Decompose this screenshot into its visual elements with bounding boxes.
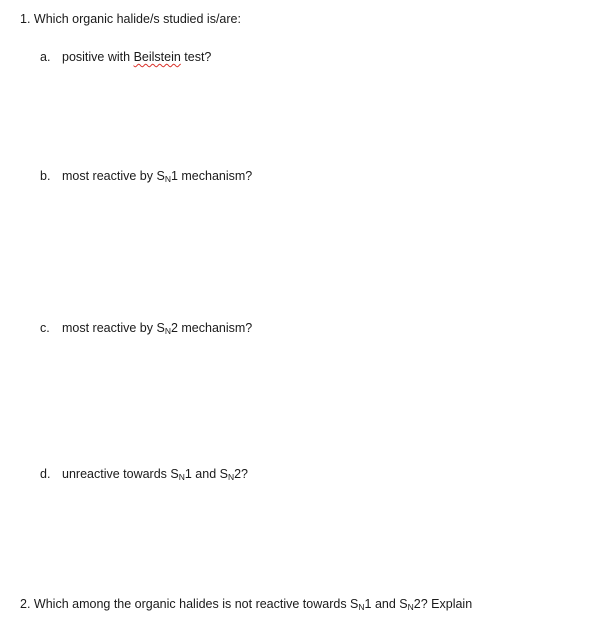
question-1a-text-after: test? — [180, 50, 212, 64]
spellcheck-flagged-word[interactable]: Beilstein — [133, 50, 181, 64]
question-2-text-after: 2? Explain — [413, 597, 473, 611]
question-1a-letter: a. — [40, 50, 51, 64]
subscript-n: N — [178, 472, 185, 482]
question-1d-letter: d. — [40, 467, 51, 481]
question-1-number: 1. — [20, 12, 31, 26]
question-1b — [40, 168, 252, 184]
question-1 — [20, 11, 241, 27]
question-1d — [40, 466, 248, 482]
question-2-text-before: Which among the organic halides is not reactive towards S — [33, 597, 359, 611]
question-1b-letter: b. — [40, 169, 51, 183]
question-2-number: 2. — [20, 597, 31, 611]
subscript-n: N — [164, 326, 171, 336]
question-1b-text-before: most reactive by S — [62, 169, 165, 183]
subscript-n: N — [227, 472, 235, 482]
question-1c-text-after: 2 mechanism? — [170, 321, 253, 335]
subscript-n: N — [407, 602, 414, 612]
question-1c-letter: c. — [40, 321, 50, 335]
question-1d-text-mid: 1 and S — [184, 467, 228, 481]
question-2-text-mid: 1 and S — [364, 597, 408, 611]
question-1c-text-before: most reactive by S — [62, 321, 165, 335]
question-1d-text-before: unreactive towards S — [62, 467, 179, 481]
subscript-n: N — [358, 602, 365, 612]
question-2 — [20, 596, 472, 612]
subscript-n: N — [164, 174, 171, 184]
question-1d-text-after: 2? — [234, 467, 249, 481]
question-1a — [40, 49, 211, 65]
question-1b-text-after: 1 mechanism? — [170, 169, 253, 183]
question-1a-text-before: positive with — [62, 50, 134, 64]
question-1c — [40, 320, 252, 336]
question-1-text: Which organic halide/s studied is/are: — [33, 12, 241, 26]
